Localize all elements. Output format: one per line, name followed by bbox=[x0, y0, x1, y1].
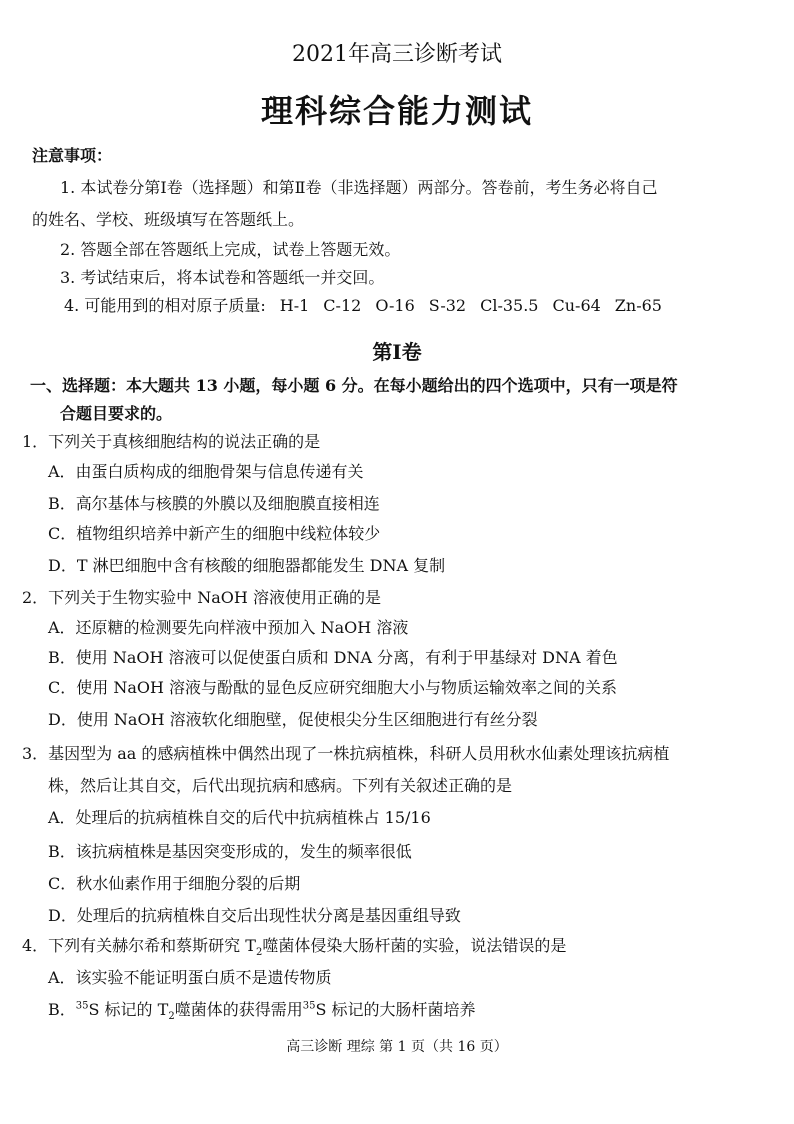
question-3-stem-line-2: 株，然后让其自交，后代出现抗病和感病。下列有关叙述正确的是 bbox=[48, 776, 513, 795]
question-4-option-b-part-2: 噬菌体的获得需用 bbox=[174, 1000, 303, 1019]
question-3-option-d: D．处理后的抗病植株自交后出现性状分离是基因重组导致 bbox=[48, 906, 461, 925]
atomic-mass-cu: Cu-64 bbox=[552, 296, 601, 315]
question-4-stem-before: 4．下列有关赫尔希和蔡斯研究 T bbox=[22, 936, 256, 955]
question-1-option-b: B．高尔基体与核膜的外膜以及细胞膜直接相连 bbox=[48, 494, 380, 513]
question-2-stem: 2．下列关于生物实验中 NaOH 溶液使用正确的是 bbox=[22, 588, 381, 607]
question-2-option-c: C．使用 NaOH 溶液与酚酞的显色反应研究细胞大小与物质运输效率之间的关系 bbox=[48, 678, 618, 697]
question-4-stem bbox=[22, 936, 567, 959]
notice-item-2: 2. 答题全部在答题纸上完成，试卷上答题无效。 bbox=[60, 240, 401, 259]
notice-item-1-line-2: 的姓名、学校、班级填写在答题纸上。 bbox=[32, 210, 305, 229]
atomic-mass-label: 4. 可能用到的相对原子质量: bbox=[64, 296, 266, 315]
atomic-mass-c: C-12 bbox=[323, 296, 362, 315]
question-4-stem-after: 噬菌体侵染大肠杆菌的实验，说法错误的是 bbox=[262, 936, 567, 955]
atomic-mass-s: S-32 bbox=[428, 296, 467, 315]
notice-item-3: 3. 考试结束后，将本试卷和答题纸一并交回。 bbox=[60, 268, 385, 287]
question-4-option-b-prefix: B． bbox=[48, 1000, 76, 1019]
atomic-mass-o: O-16 bbox=[375, 296, 415, 315]
atomic-mass-zn: Zn-65 bbox=[614, 296, 662, 315]
notice-heading: 注意事项： bbox=[32, 146, 113, 165]
question-4-option-a: A．该实验不能证明蛋白质不是遗传物质 bbox=[48, 968, 332, 987]
question-3-option-b: B．该抗病植株是基因突变形成的，发生的频率很低 bbox=[48, 842, 412, 861]
question-4-option-b bbox=[48, 1000, 476, 1023]
section-instructions-line-2: 合题目要求的。 bbox=[60, 404, 173, 423]
question-4-option-b-part-1: S 标记的 T bbox=[88, 1000, 169, 1019]
question-4-option-b-part-3: S 标记的大肠杆菌培养 bbox=[315, 1000, 476, 1019]
section-instructions-line-1: 一、选择题：本大题共 13 小题，每小题 6 分。在每小题给出的四个选项中，只有一项是符 bbox=[30, 376, 678, 395]
exam-title: 2021年高三诊断考试 bbox=[292, 42, 502, 67]
question-4-option-b-subscript: 2 bbox=[168, 1011, 175, 1023]
question-3-option-a: A．处理后的抗病植株自交的后代中抗病植株占 15/16 bbox=[48, 808, 431, 827]
question-2-option-b: B．使用 NaOH 溶液可以促使蛋白质和 DNA 分离，有利于甲基绿对 DNA 着色 bbox=[48, 648, 618, 667]
atomic-mass-cl: Cl-35.5 bbox=[480, 296, 539, 315]
main-title: 理科综合能力测试 bbox=[260, 92, 533, 130]
question-1-option-c: C．植物组织培养中新产生的细胞中线粒体较少 bbox=[48, 524, 381, 543]
atomic-mass-h: H-1 bbox=[279, 296, 310, 315]
question-1-stem: 1．下列关于真核细胞结构的说法正确的是 bbox=[22, 432, 321, 451]
question-3-option-c: C．秋水仙素作用于细胞分裂的后期 bbox=[48, 874, 301, 893]
question-1-option-d: D．T 淋巴细胞中含有核酸的细胞器都能发生 DNA 复制 bbox=[48, 556, 446, 575]
notice-item-1-line-1: 1. 本试卷分第Ⅰ卷（选择题）和第Ⅱ卷（非选择题）两部分。答卷前，考生务必将自己 bbox=[60, 178, 658, 197]
question-1-option-a: A．由蛋白质构成的细胞骨架与信息传递有关 bbox=[48, 462, 364, 481]
question-2-option-a: A．还原糖的检测要先向样液中预加入 NaOH 溶液 bbox=[48, 618, 409, 637]
question-4-stem-subscript: 2 bbox=[255, 947, 263, 959]
question-4-option-b-superscript-2: 35 bbox=[302, 1000, 316, 1012]
question-3-stem-line-1: 3．基因型为 aa 的感病植株中偶然出现了一株抗病植株，科研人员用秋水仙素处理该抗病植 bbox=[22, 744, 670, 763]
page-footer: 高三诊断 理综 第 1 页（共 16 页） bbox=[286, 1039, 508, 1055]
notice-item-4 bbox=[60, 296, 662, 316]
question-4-option-b-superscript-1: 35 bbox=[75, 1000, 89, 1012]
section-title: 第Ⅰ卷 bbox=[372, 340, 422, 364]
question-2-option-d: D．使用 NaOH 溶液软化细胞壁，促使根尖分生区细胞进行有丝分裂 bbox=[48, 710, 538, 729]
